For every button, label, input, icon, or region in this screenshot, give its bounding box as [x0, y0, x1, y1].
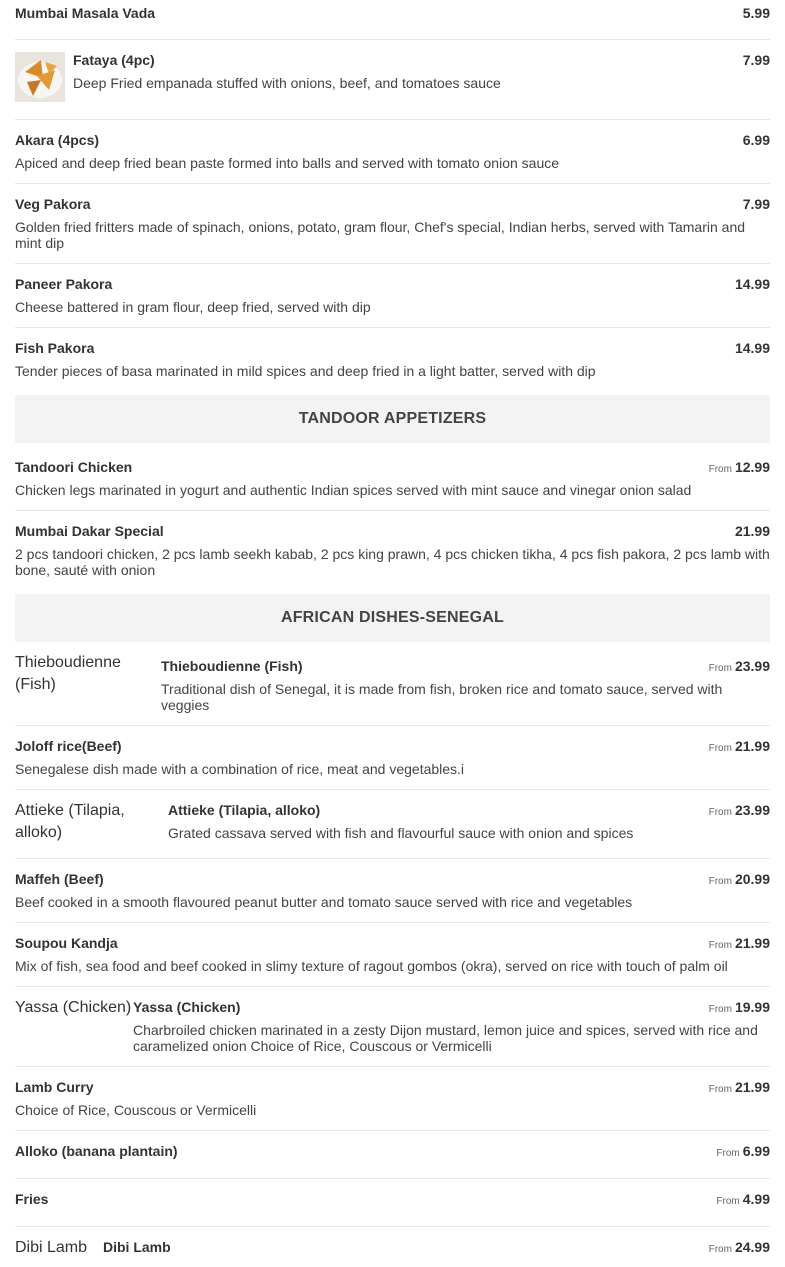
item-price — [709, 871, 770, 890]
item-description: Mix of fish, sea food and beef cooked in slimy texture of ragout gombos (okra), served on rice with touch of palm oil — [15, 958, 728, 974]
item-price — [709, 1079, 770, 1098]
item-name: Akara (4pcs) — [15, 132, 100, 148]
menu-item[interactable] — [15, 264, 770, 328]
from-label: From — [708, 1244, 732, 1255]
item-name: Mumbai Masala Vada — [15, 5, 156, 21]
item-description: Grated cassava served with fish and flavourful sauce with onion and spices — [168, 825, 634, 841]
item-price — [716, 1191, 770, 1210]
menu-item[interactable] — [15, 443, 770, 511]
item-price: 14.99 — [734, 340, 770, 356]
fataya-photo — [15, 52, 65, 102]
item-name: Thieboudienne (Fish) — [161, 658, 303, 674]
item-price: 21.99 — [734, 523, 770, 539]
price-value: 21.99 — [734, 1079, 770, 1095]
item-price: 5.99 — [742, 5, 770, 21]
item-price — [709, 658, 770, 677]
item-description: Golden fried fritters made of spinach, onions, potato, gram flour, Chef's special, Indian herbs, served with Tamarin and mint dip — [15, 219, 746, 251]
item-price — [709, 802, 770, 821]
menu-item[interactable] — [15, 40, 770, 120]
item-body — [15, 738, 770, 777]
item-price — [709, 999, 770, 1018]
item-name: Veg Pakora — [15, 196, 91, 212]
section-header-african: AFRICAN DISHES-SENEGAL — [15, 594, 770, 642]
menu-item[interactable] — [15, 859, 770, 923]
item-thumbnail[interactable] — [15, 52, 65, 102]
price-value: 20.99 — [734, 871, 770, 887]
price-value: 21.99 — [734, 935, 770, 951]
item-body — [15, 1143, 770, 1159]
item-body — [15, 1191, 770, 1207]
item-body — [133, 999, 770, 1054]
menu-item[interactable] — [15, 1131, 770, 1179]
menu-item[interactable] — [15, 328, 770, 395]
menu-item[interactable] — [15, 642, 770, 726]
item-name: Mumbai Dakar Special — [15, 523, 164, 539]
item-name: Attieke (Tilapia, alloko) — [168, 802, 321, 818]
item-name: Soupou Kandja — [15, 935, 118, 951]
from-label: From — [708, 807, 732, 818]
item-body — [73, 52, 770, 102]
item-description: Charbroiled chicken marinated in a zesty Dijon mustard, lemon juice and spices, served with rice and caramelized onion Choice of Rice, Couscous or Vermicelli — [133, 1022, 758, 1054]
item-price: 7.99 — [742, 196, 770, 212]
item-description: Choice of Rice, Couscous or Vermicelli — [15, 1102, 257, 1118]
menu-item[interactable] — [15, 1179, 770, 1227]
item-description: 2 pcs tandoori chicken, 2 pcs lamb seekh kabab, 2 pcs king prawn, 4 pcs chicken tikha, 4 pcs fish pakora, 2 pcs lamb with bone, sauté with onion — [15, 546, 770, 578]
item-description: Traditional dish of Senegal, it is made from fish, broken rice and tomato sauce, served with veggies — [161, 681, 723, 713]
item-description: Apiced and deep fried bean paste formed into balls and served with tomato onion sauce — [15, 155, 560, 171]
item-name: Fish Pakora — [15, 340, 95, 356]
item-image-broken[interactable]: Thieboudienne (Fish) — [15, 654, 121, 693]
menu-item[interactable] — [15, 184, 770, 264]
from-label: From — [708, 663, 732, 674]
item-body — [15, 196, 770, 251]
item-name: Paneer Pakora — [15, 276, 113, 292]
from-label: From — [708, 876, 732, 887]
menu-item[interactable] — [15, 987, 770, 1067]
menu-item[interactable] — [15, 923, 770, 987]
item-price — [709, 459, 770, 478]
item-body — [15, 459, 770, 498]
menu-item[interactable] — [15, 1067, 770, 1131]
item-name: Fries — [15, 1191, 49, 1207]
menu-item[interactable] — [15, 1227, 770, 1267]
item-description: Tender pieces of basa marinated in mild spices and deep fried in a light batter, served with dip — [15, 363, 596, 379]
from-label: From — [708, 1004, 732, 1015]
item-body — [15, 5, 770, 21]
menu-item[interactable] — [15, 120, 770, 184]
item-name: Tandoori Chicken — [15, 459, 133, 475]
item-image-broken[interactable]: Attieke (Tilapia, alloko) — [15, 802, 125, 841]
from-label: From — [708, 464, 732, 475]
item-price — [709, 1239, 770, 1258]
from-label: From — [716, 1196, 740, 1207]
price-value: 19.99 — [734, 999, 770, 1015]
item-body — [103, 1239, 770, 1265]
menu-list — [15, 0, 770, 1267]
item-body — [168, 802, 770, 850]
from-label: From — [708, 940, 732, 951]
price-value: 6.99 — [742, 1143, 770, 1159]
from-label: From — [708, 1084, 732, 1095]
menu-item[interactable] — [15, 726, 770, 790]
price-value: 23.99 — [734, 658, 770, 674]
menu-item[interactable] — [15, 511, 770, 594]
price-value: 24.99 — [734, 1239, 770, 1255]
item-body — [161, 658, 770, 713]
menu-item[interactable] — [15, 0, 770, 40]
item-price — [709, 738, 770, 757]
item-description: Senegalese dish made with a combination of rice, meat and vegetables.i — [15, 761, 465, 777]
item-name: Fataya (4pc) — [73, 52, 155, 68]
item-description: Cheese battered in gram flour, deep fried, served with dip — [15, 299, 371, 315]
item-name: Joloff rice(Beef) — [15, 738, 122, 754]
item-body — [15, 276, 770, 315]
item-name: Maffeh (Beef) — [15, 871, 104, 887]
price-value: 21.99 — [734, 738, 770, 754]
item-price — [709, 935, 770, 954]
item-price: 6.99 — [742, 132, 770, 148]
section-header-tandoor: TANDOOR APPETIZERS — [15, 395, 770, 443]
item-image-broken[interactable]: Dibi Lamb — [15, 1239, 88, 1256]
price-value: 23.99 — [734, 802, 770, 818]
price-value: 4.99 — [742, 1191, 770, 1207]
item-body — [15, 871, 770, 910]
item-description: Deep Fried empanada stuffed with onions, beef, and tomatoes sauce — [73, 75, 501, 91]
item-body — [15, 523, 770, 578]
from-label: From — [708, 743, 732, 754]
menu-item[interactable] — [15, 790, 770, 859]
from-label: From — [716, 1148, 740, 1159]
item-name: Alloko (banana plantain) — [15, 1143, 178, 1159]
item-name: Yassa (Chicken) — [133, 999, 241, 1015]
item-description: Beef cooked in a smooth flavoured peanut butter and tomato sauce served with rice and vegetables — [15, 894, 633, 910]
item-description: Chicken legs marinated in yogurt and authentic Indian spices served with mint sauce and vinegar onion salad — [15, 482, 692, 498]
item-price: 14.99 — [734, 276, 770, 292]
item-price: 7.99 — [742, 52, 770, 68]
item-body — [15, 935, 770, 974]
item-price — [716, 1143, 770, 1162]
item-body — [15, 1079, 770, 1118]
item-body — [15, 132, 770, 171]
item-image-broken[interactable]: Yassa (Chicken) — [15, 999, 132, 1016]
item-name: Lamb Curry — [15, 1079, 94, 1095]
item-name: Dibi Lamb — [103, 1239, 171, 1255]
price-value: 12.99 — [734, 459, 770, 475]
item-body — [15, 340, 770, 379]
